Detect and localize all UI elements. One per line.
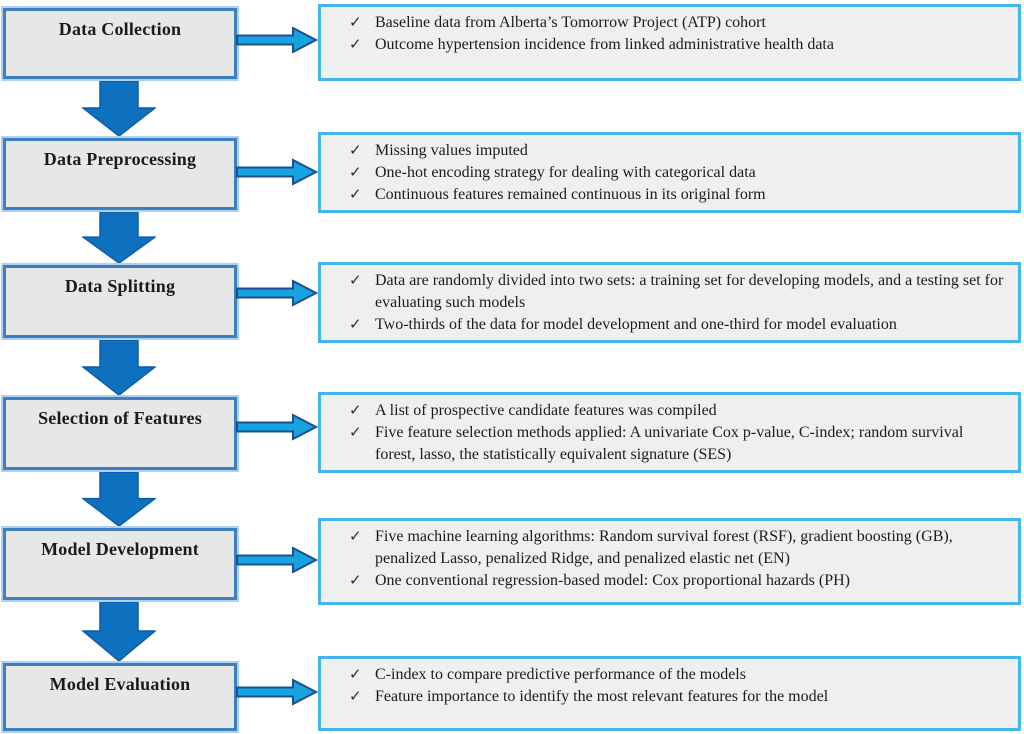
detail-item — [349, 570, 1006, 592]
detail-text: Baseline data from Alberta’s Tomorrow Project (ATP) cohort — [375, 14, 766, 31]
down-arrow-icon — [82, 81, 156, 137]
detail-text: Data are randomly divided into two sets: a training set for developing models, and a testing set for evaluating such models — [375, 272, 1004, 311]
check-icon: ✓ — [349, 529, 362, 545]
detail-item — [349, 270, 1006, 314]
right-arrow-icon — [236, 677, 318, 707]
detail-list — [349, 664, 1006, 708]
stage-box — [3, 528, 237, 600]
detail-text: Feature importance to identify the most relevant features for the model — [375, 688, 829, 705]
stage-details-box — [318, 132, 1021, 213]
stage-details-box — [318, 4, 1021, 81]
check-icon: ✓ — [349, 187, 362, 203]
detail-list — [349, 270, 1006, 336]
detail-item — [349, 526, 1006, 570]
detail-item — [349, 314, 1006, 336]
detail-list — [349, 12, 1006, 56]
detail-item — [349, 184, 1006, 206]
detail-text: A list of prospective candidate features was compiled — [375, 402, 717, 419]
check-icon: ✓ — [349, 573, 362, 589]
stage-details-box — [318, 262, 1021, 343]
stage-label: Data Preprocessing — [43, 149, 197, 169]
stage-box — [3, 8, 237, 79]
detail-item — [349, 12, 1006, 34]
detail-item — [349, 422, 1006, 466]
right-arrow-icon — [236, 157, 318, 187]
stage-label: Model Evaluation — [49, 674, 191, 694]
detail-text: One conventional regression-based model: Cox proportional hazards (PH) — [375, 572, 850, 589]
detail-item — [349, 664, 1006, 686]
detail-item — [349, 34, 1006, 56]
detail-list — [349, 140, 1006, 206]
stage-box — [3, 663, 237, 731]
detail-item — [349, 140, 1006, 162]
detail-item — [349, 686, 1006, 708]
stage-box — [3, 265, 237, 338]
check-icon: ✓ — [349, 689, 362, 705]
check-icon: ✓ — [349, 273, 362, 289]
detail-text: Outcome hypertension incidence from linked administrative health data — [375, 36, 834, 53]
right-arrow-icon — [236, 545, 318, 575]
check-icon: ✓ — [349, 37, 362, 53]
detail-text: One-hot encoding strategy for dealing with categorical data — [375, 164, 756, 181]
check-icon: ✓ — [349, 165, 362, 181]
check-icon: ✓ — [349, 403, 362, 419]
detail-text: Five machine learning algorithms: Random survival forest (RSF), gradient boosting (GB), penalized Lasso, penalized Ridge, and penalized elastic net (EN) — [375, 528, 953, 567]
check-icon: ✓ — [349, 143, 362, 159]
stage-box — [3, 397, 237, 470]
right-arrow-icon — [236, 278, 318, 308]
detail-text: Missing values imputed — [375, 142, 528, 159]
detail-item — [349, 400, 1006, 422]
detail-item — [349, 162, 1006, 184]
detail-text: Two-thirds of the data for model development and one-third for model evaluation — [375, 316, 897, 333]
right-arrow-icon — [236, 412, 318, 442]
stage-label: Model Development — [41, 539, 199, 559]
down-arrow-icon — [82, 340, 156, 396]
right-arrow-icon — [236, 25, 318, 55]
stage-label: Selection of Features — [38, 408, 202, 428]
down-arrow-icon — [82, 212, 156, 264]
stage-details-box — [318, 656, 1021, 731]
down-arrow-icon — [82, 602, 156, 662]
stage-box — [3, 138, 237, 210]
stage-label: Data Splitting — [64, 276, 176, 296]
detail-text: Five feature selection methods applied: A univariate Cox p-value, C-index; random survival forest, lasso, the statistically equivalent signature (SES) — [375, 424, 964, 463]
detail-list — [349, 400, 1006, 466]
check-icon: ✓ — [349, 667, 362, 683]
stage-label: Data Collection — [58, 19, 182, 39]
check-icon: ✓ — [349, 317, 362, 333]
check-icon: ✓ — [349, 425, 362, 441]
check-icon: ✓ — [349, 15, 362, 31]
down-arrow-icon — [82, 472, 156, 527]
detail-list — [349, 526, 1006, 592]
stage-details-box — [318, 518, 1021, 605]
stage-details-box — [318, 392, 1021, 473]
detail-text: C-index to compare predictive performance of the models — [375, 666, 746, 683]
detail-text: Continuous features remained continuous in its original form — [375, 186, 766, 203]
